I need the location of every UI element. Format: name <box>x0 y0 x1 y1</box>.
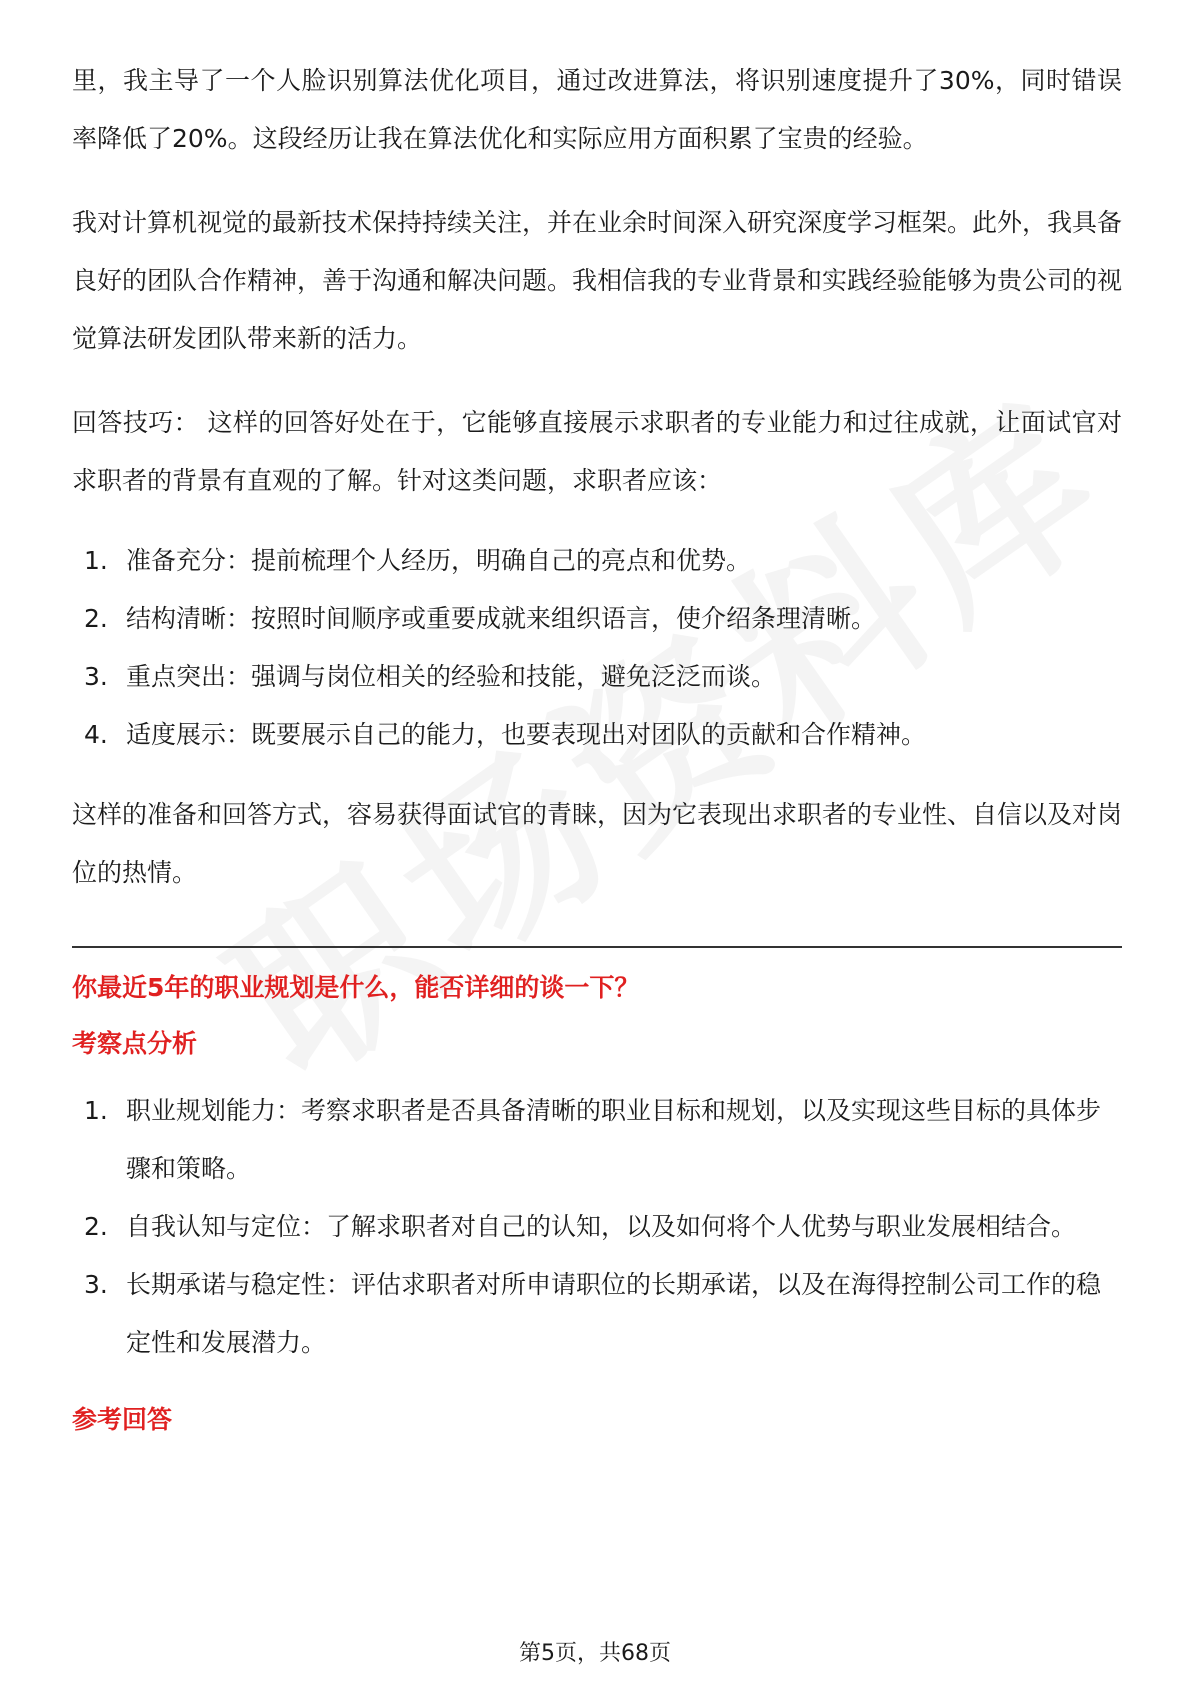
tips-list <box>72 532 1122 764</box>
paragraph-answer-tips: 回答技巧： 这样的回答好处在于，它能够直接展示求职者的专业能力和过往成就，让面试官对求职者的背景有直观的了解。针对这类问题，求职者应该： <box>72 408 1122 495</box>
list-item-text: 结构清晰：按照时间顺序或重要成就来组织语言，使介绍条理清晰。 <box>126 604 877 633</box>
list-number: 3. <box>84 662 108 691</box>
list-number: 2. <box>84 1212 108 1241</box>
list-item-text: 自我认知与定位：了解求职者对自己的认知，以及如何将个人优势与职业发展相结合。 <box>126 1212 1077 1241</box>
list-item <box>72 648 1122 706</box>
list-number: 2. <box>84 604 108 633</box>
list-number: 4. <box>84 720 108 749</box>
list-item <box>72 1256 1122 1372</box>
list-item-text: 重点突出：强调与岗位相关的经验和技能，避免泛泛而谈。 <box>126 662 777 691</box>
list-number: 3. <box>84 1270 108 1299</box>
list-number: 1. <box>84 1096 108 1125</box>
list-number: 1. <box>84 546 108 575</box>
document-body <box>72 52 1122 1448</box>
list-item-text: 准备充分：提前梳理个人经历，明确自己的亮点和优势。 <box>126 546 752 575</box>
list-item-text: 长期承诺与稳定性：评估求职者对所申请职位的长期承诺，以及在海得控制公司工作的稳定性和发展潜力。 <box>126 1270 1102 1357</box>
answer-heading: 参考回答 <box>72 1405 173 1434</box>
page-footer: 第5页，共68页 <box>519 1641 671 1666</box>
question-title: 你最近5年的职业规划是什么，能否详细的谈一下？ <box>72 973 640 1002</box>
paragraph-skills: 我对计算机视觉的最新技术保持持续关注，并在业余时间深入研究深度学习框架。此外，我具备良好的团队合作精神，善于沟通和解决问题。我相信我的专业背景和实践经验能够为贵公司的视觉算法研发团队带来新的活力。 <box>72 208 1123 353</box>
list-item <box>72 590 1122 648</box>
list-item-text: 适度展示：既要展示自己的能力，也要表现出对团队的贡献和合作精神。 <box>126 720 927 749</box>
list-item <box>72 532 1122 590</box>
list-item <box>72 1082 1122 1198</box>
list-item <box>72 706 1122 764</box>
analysis-heading: 考察点分析 <box>72 1029 198 1058</box>
analysis-list <box>72 1082 1122 1372</box>
list-item-text: 职业规划能力：考察求职者是否具备清晰的职业目标和规划，以及实现这些目标的具体步骤和策略。 <box>126 1096 1102 1183</box>
list-item <box>72 1198 1122 1256</box>
paragraph-conclusion: 这样的准备和回答方式，容易获得面试官的青睐，因为它表现出求职者的专业性、自信以及对岗位的热情。 <box>72 800 1123 887</box>
paragraph-experience: 里，我主导了一个人脸识别算法优化项目，通过改进算法，将识别速度提升了30%，同时错误率降低了20%。这段经历让我在算法优化和实际应用方面积累了宝贵的经验。 <box>72 66 1122 153</box>
